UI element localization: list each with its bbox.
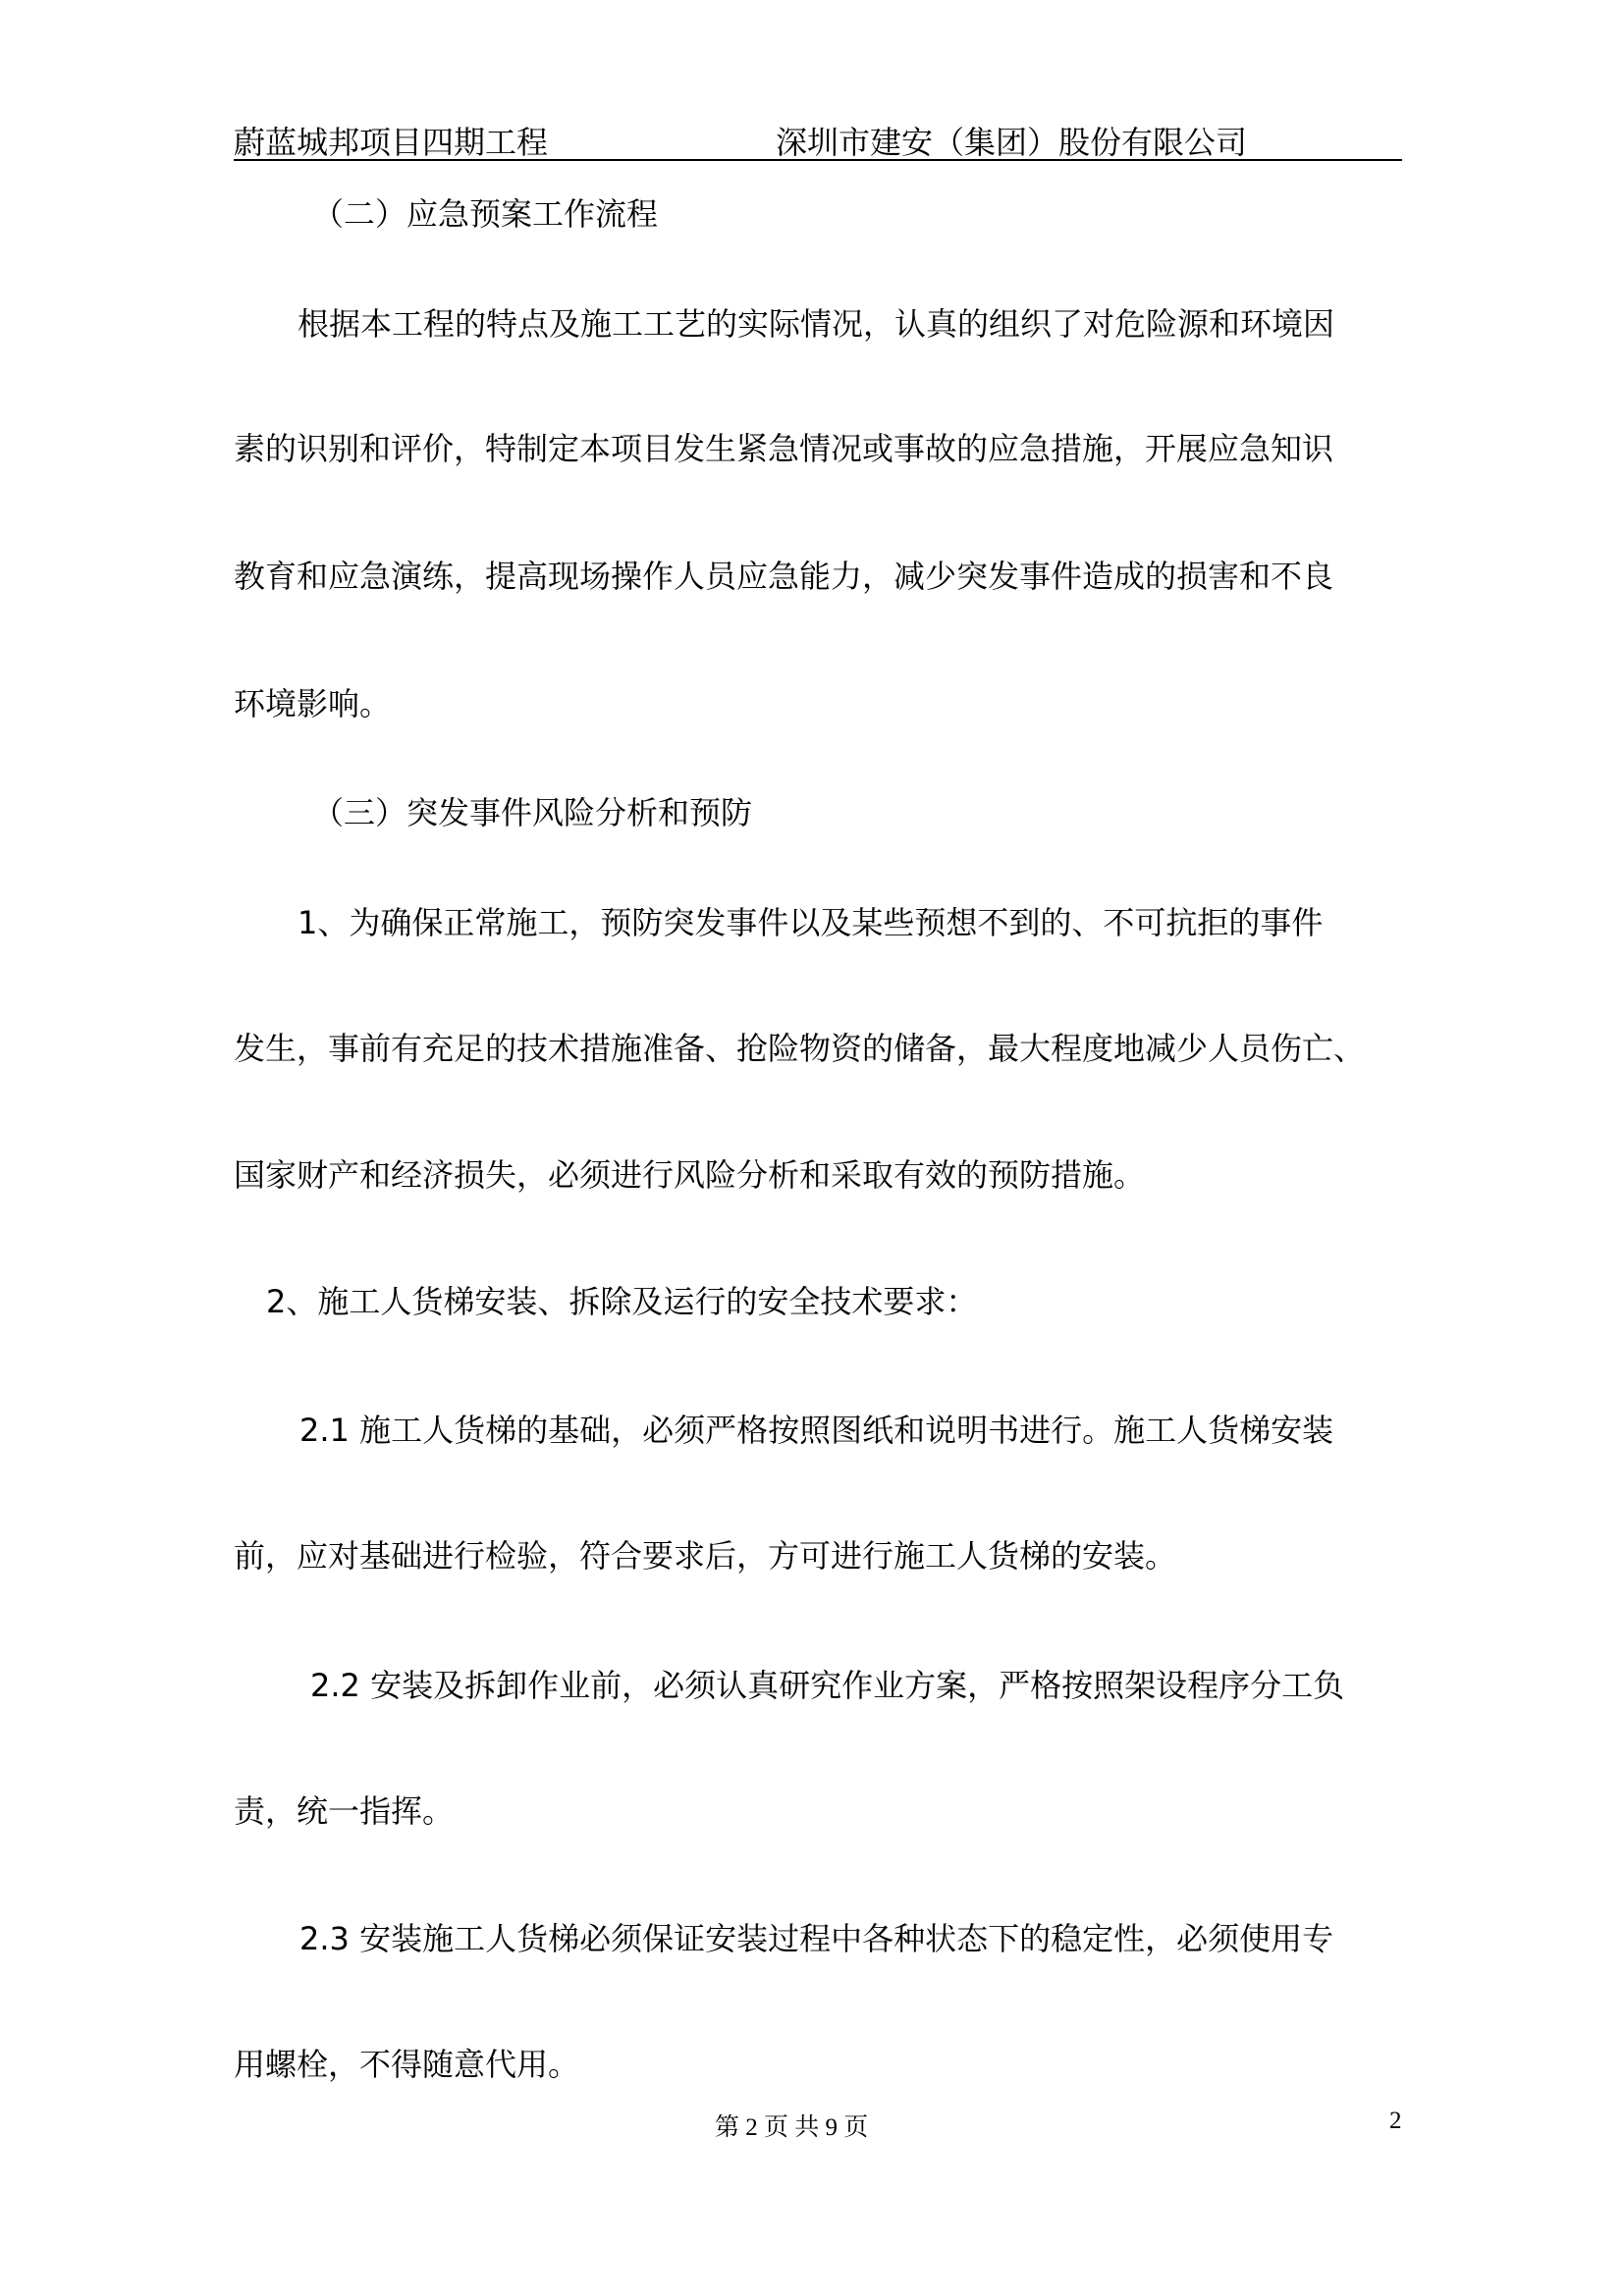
paragraph-line: 根据本工程的特点及施工工艺的实际情况，认真的组织了对危险源和环境因 xyxy=(298,305,1335,343)
footer-page-number: 2 xyxy=(1389,2108,1402,2134)
header-company-name: 深圳市建安（集团）股份有限公司 xyxy=(776,124,1248,161)
paragraph-line: 前，应对基础进行检验，符合要求后，方可进行施工人货梯的安装。 xyxy=(234,1537,1177,1575)
paragraph-line: 教育和应急演练，提高现场操作人员应急能力，减少突发事件造成的损害和不良 xyxy=(234,558,1334,595)
paragraph-line: 2.3 安装施工人货梯必须保证安装过程中各种状态下的稳定性，必须使用专 xyxy=(299,1920,1334,1957)
paragraph-line: 用螺栓，不得随意代用。 xyxy=(234,2046,580,2083)
paragraph-line: 环境影响。 xyxy=(234,685,392,722)
paragraph-line: 素的识别和评价，特制定本项目发生紧急情况或事故的应急措施，开展应急知识 xyxy=(234,430,1334,467)
footer-page-info: 第 2 页 共 9 页 xyxy=(715,2114,869,2141)
paragraph-line: 1、为确保正常施工，预防突发事件以及某些预想不到的、不可抗拒的事件 xyxy=(298,904,1324,941)
paragraph-line: 2.1 施工人货梯的基础，必须严格按照图纸和说明书进行。施工人货梯安装 xyxy=(299,1412,1334,1449)
paragraph-line: 发生，事前有充足的技术措施准备、抢险物资的储备，最大程度地减少人员伤亡、 xyxy=(234,1030,1366,1067)
paragraph-line: 责，统一指挥。 xyxy=(234,1792,455,1830)
page-header xyxy=(234,116,1402,161)
paragraph-line: 2、施工人货梯安装、拆除及运行的安全技术要求： xyxy=(266,1283,978,1320)
section-heading-risk-analysis: （三）突发事件风险分析和预防 xyxy=(312,794,753,831)
header-project-name: 蔚蓝城邦项目四期工程 xyxy=(234,124,549,161)
section-heading-emergency-workflow: （二）应急预案工作流程 xyxy=(312,195,659,233)
paragraph-line: 2.2 安装及拆卸作业前，必须认真研究作业方案，严格按照架设程序分工负 xyxy=(310,1667,1345,1704)
paragraph-line: 国家财产和经济损失，必须进行风险分析和采取有效的预防措施。 xyxy=(234,1156,1146,1194)
